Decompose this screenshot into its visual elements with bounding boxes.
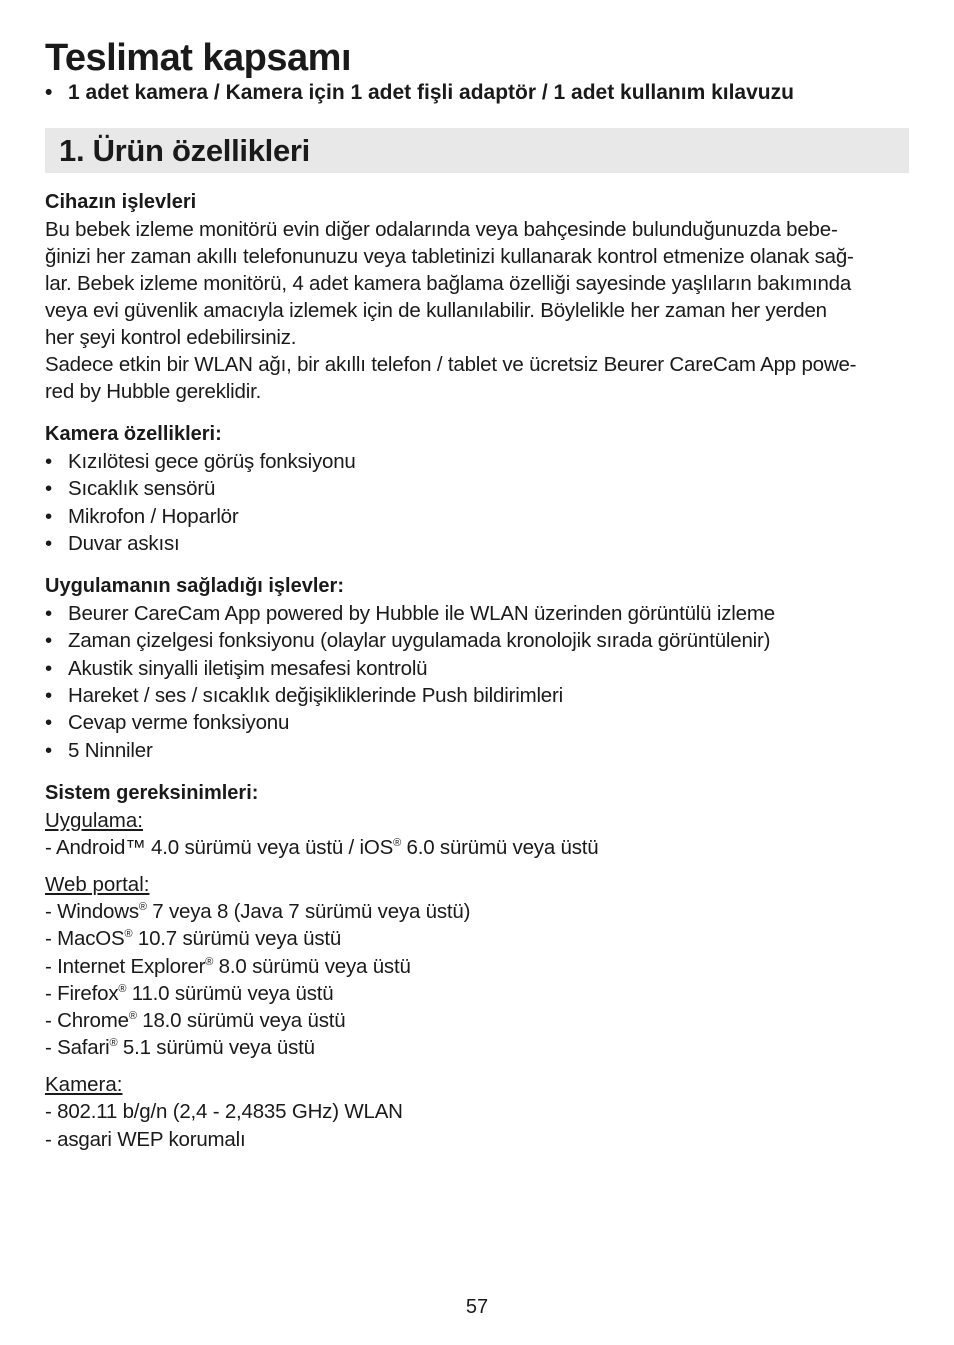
list-item-text: Zaman çizelgesi fonksiyonu (olaylar uygulamada kronolojik sırada görüntülenir) (68, 629, 771, 653)
requirement-text: - Windows (45, 900, 139, 924)
registered-mark: ® (118, 982, 127, 995)
bullet: • (45, 450, 52, 473)
requirement-line (45, 834, 909, 861)
list-item-text: Beurer CareCam App powered by Hubble ile WLAN üzerinden görüntülü izleme (68, 602, 775, 626)
requirement-text: - MacOS (45, 927, 125, 951)
list-item (45, 627, 909, 654)
paragraph-line: her şeyi kontrol edebilirsiniz. (45, 326, 297, 349)
requirement-text: - Safari (45, 1036, 110, 1060)
requirement-line (45, 1034, 909, 1061)
requirement-line (45, 1007, 909, 1034)
bullet: • (45, 602, 52, 626)
requirement-text: - Firefox (45, 981, 119, 1005)
requirement-text: 5.1 sürümü veya üstü (117, 1036, 315, 1060)
web-portal-label: Web portal: (45, 873, 150, 897)
registered-mark: ® (205, 955, 214, 968)
requirement-line (45, 898, 909, 925)
section-heading-bar (45, 128, 909, 173)
list-item (45, 448, 909, 475)
requirement-line (45, 925, 909, 952)
list-item (45, 682, 909, 709)
list-item (45, 530, 909, 557)
list-item (45, 709, 909, 736)
requirement-text: - Android™ 4.0 sürümü veya üstü / iOS (45, 835, 394, 859)
paragraph-line: ğinizi her zaman akıllı telefonunuzu veya tabletinizi kullanarak kontrol etmenize olanak sağ- (45, 245, 854, 268)
app-label: Uygulama: (45, 808, 143, 832)
bullet: • (45, 531, 52, 555)
bullet: • (45, 477, 52, 501)
page-number: 57 (465, 1296, 489, 1318)
functions-paragraph (45, 216, 909, 405)
list-item-text: 5 Ninniler (68, 738, 153, 762)
bullet: • (45, 738, 52, 762)
paragraph-line: lar. Bebek izleme monitörü, 4 adet kamera bağlama özelliği sayesinde yaşlıların bakımında (45, 272, 852, 295)
requirement-text: - Chrome (45, 1008, 129, 1032)
list-item-text: Akustik sinyalli iletişim mesafesi kontrolü (68, 656, 428, 680)
scope-item (45, 80, 909, 106)
app-features-heading: Uygulamanın sağladığı işlevler: (45, 575, 344, 598)
list-item-text: Cevap verme fonksiyonu (68, 711, 290, 735)
document-page (45, 36, 909, 1153)
registered-mark: ® (128, 1010, 137, 1023)
requirement-line: - 802.11 b/g/n (2,4 - 2,4835 GHz) WLAN (45, 1100, 403, 1124)
requirement-text: - Internet Explorer (45, 954, 206, 978)
list-item-text: Sıcaklık sensörü (68, 477, 216, 501)
requirement-text: 18.0 sürümü veya üstü (136, 1008, 346, 1032)
bullet: • (45, 684, 52, 708)
requirement-line (45, 953, 909, 980)
list-item (45, 475, 909, 502)
page-title: Teslimat kapsamı (45, 37, 352, 79)
camera-features-heading: Kamera özellikleri: (45, 423, 222, 445)
paragraph-line: veya evi güvenlik amacıyla izlemek için de kullanılabilir. Böylelikle her zaman her yerden (45, 299, 827, 322)
registered-mark: ® (138, 901, 147, 914)
functions-heading: Cihazın işlevleri (45, 191, 197, 213)
paragraph-line: Bu bebek izleme monitörü evin diğer odalarında veya bahçesinde bulunduğunuzda bebe- (45, 218, 838, 241)
section-heading: 1. Ürün özellikleri (59, 132, 310, 168)
app-features-list (45, 600, 909, 764)
requirements-heading: Sistem gereksinimleri: (45, 781, 259, 804)
paragraph-line: red by Hubble gereklidir. (45, 380, 262, 403)
requirement-text: 11.0 sürümü veya üstü (126, 981, 334, 1005)
list-item (45, 503, 909, 530)
bullet: • (45, 504, 52, 528)
requirement-text: 6.0 sürümü veya üstü (401, 835, 599, 859)
bullet: • (45, 656, 52, 680)
list-item-text: Duvar askısı (68, 531, 180, 555)
camera-features-list (45, 448, 909, 557)
scope-item-text: 1 adet kamera / Kamera için 1 adet fişli adaptör / 1 adet kullanım kılavuzu (68, 81, 794, 104)
bullet: • (45, 711, 52, 735)
requirement-line (45, 980, 909, 1007)
camera-label: Kamera: (45, 1073, 123, 1097)
requirement-text: 8.0 sürümü veya üstü (213, 954, 411, 978)
bullet: • (45, 629, 52, 653)
registered-mark: ® (109, 1037, 118, 1050)
requirement-text: 10.7 sürümü veya üstü (132, 927, 342, 951)
requirement-line: - asgari WEP korumalı (45, 1127, 246, 1151)
requirement-text: 7 veya 8 (Java 7 sürümü veya üstü) (146, 900, 471, 924)
list-item-text: Mikrofon / Hoparlör (68, 504, 239, 528)
bullet: • (45, 81, 53, 104)
list-item (45, 737, 909, 764)
paragraph-line: Sadece etkin bir WLAN ağı, bir akıllı telefon / tablet ve ücretsiz Beurer CareCam App powe- (45, 353, 857, 376)
registered-mark: ® (124, 928, 133, 941)
list-item-text: Hareket / ses / sıcaklık değişikliklerinde Push bildirimleri (68, 684, 563, 708)
list-item (45, 600, 909, 627)
list-item-text: Kızılötesi gece görüş fonksiyonu (68, 450, 356, 473)
list-item (45, 655, 909, 682)
registered-mark: ® (393, 837, 402, 850)
